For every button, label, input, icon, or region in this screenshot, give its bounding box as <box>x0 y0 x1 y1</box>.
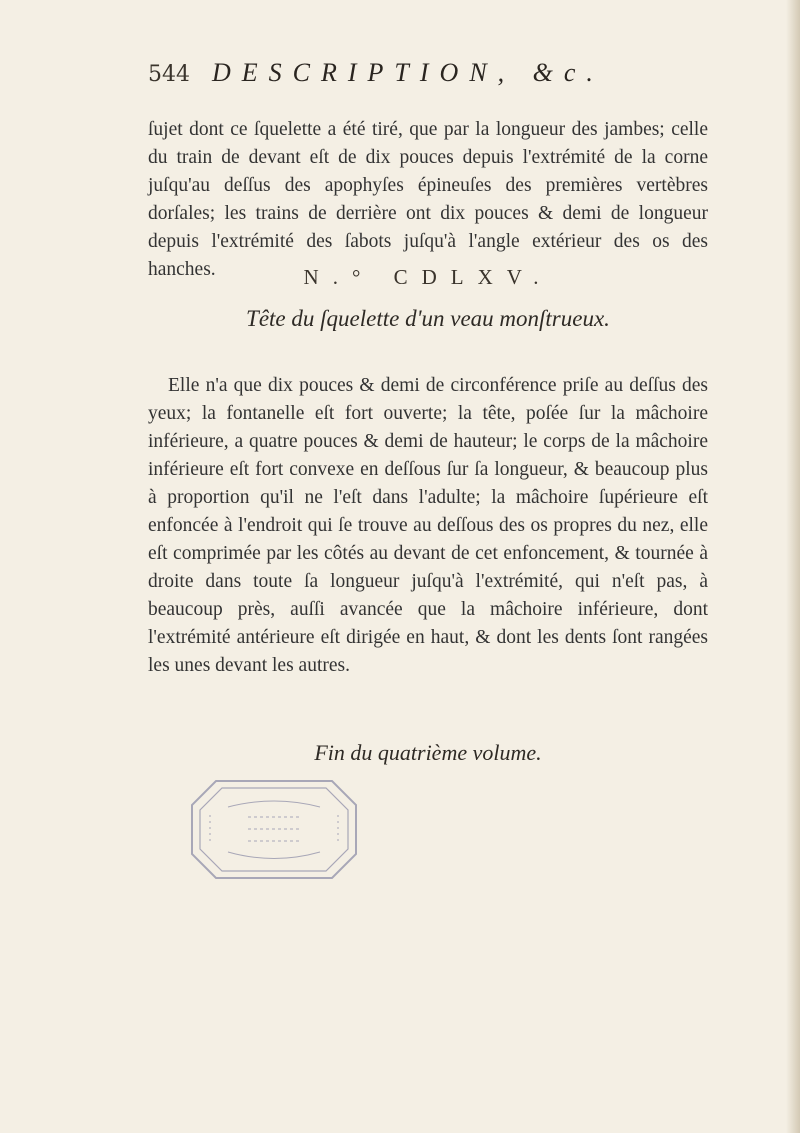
library-stamp-icon <box>188 777 360 882</box>
section-title: Tête du ſquelette d'un veau monſtrueux. <box>246 306 610 331</box>
paragraph-continuation: ſujet dont ce ſquelette a été tiré, que par la longueur des jambes; celle du train de devant eſt de dix pouces depuis l'extrémité de la corne juſqu'au deſſus des apophyſes épineuſes des premières vertèbres dorſales; les trains de derrière ont dix pouces & demi de longueur depuis l'extrémité des ſabots juſqu'à l'angle extérieur des os des hanches. <box>148 118 708 280</box>
end-of-volume-note: Fin du quatrième volume. <box>314 740 542 765</box>
section-number: N.° CDLXV. <box>303 265 553 289</box>
page-number: 544 <box>148 62 190 87</box>
page-edge-shadow <box>786 0 800 1133</box>
running-title: DESCRIPTION, &c. <box>212 58 604 87</box>
paragraph-description: Elle n'a que dix pouces & demi de circonférence priſe au deſſus des yeux; la fontanelle eſt fort ouverte; la tête, poſée ſur la mâchoire inférieure, a quatre pouces & demi de hauteur; le corps de la mâchoire inférieure eſt fort convexe en deſſous ſur ſa longueur, & beaucoup plus à proportion qu'il ne l'eſt dans l'adulte; la mâchoire ſupérieure eſt enfoncée à l'endroit qui ſe trouve au deſſous des os propres du nez, elle eſt comprimée par les côtés au devant de cet enfoncement, & tournée à droite dans toute ſa longueur juſqu'à l'extrémité, qui n'eſt pas, à beaucoup près, auſſi avancée que la mâchoire inférieure, dont l'extrémité antérieure eſt dirigée en haut, & dont les dents ſont rangées les unes devant les autres. <box>148 374 708 676</box>
page-header <box>148 58 708 88</box>
